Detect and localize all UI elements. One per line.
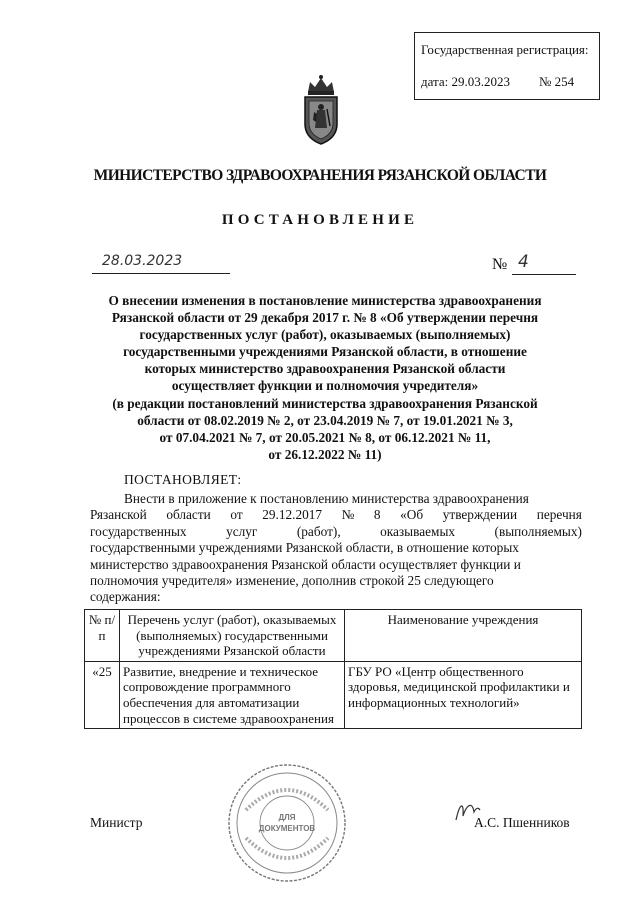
body-line — [90, 491, 582, 507]
body-line — [90, 557, 582, 573]
header-service: Перечень услуг (работ), оказываемых (выполняемых) государственными учреждениями Рязанской области — [120, 610, 345, 662]
body-word: 8 — [373, 507, 381, 523]
registration-heading: Государственная регистрация: — [421, 42, 589, 57]
registration-date: дата: 29.03.2023 — [421, 74, 511, 89]
signatory-name: А.С. Пшенников — [474, 815, 570, 830]
body-line — [90, 573, 582, 589]
body-line — [90, 589, 582, 605]
title-line: от 26.12.2022 № 11) — [268, 446, 382, 462]
body-word: утверждении — [442, 507, 518, 523]
registration-number: № 254 — [539, 74, 575, 89]
title-line: государственных услуг (работ), оказываемых (выполняемых) — [139, 327, 511, 343]
body-word: (работ), — [296, 523, 341, 539]
number-sign: № — [492, 256, 508, 273]
body-word: области — [166, 507, 211, 523]
body-word: от — [230, 507, 243, 523]
services-table — [84, 609, 582, 729]
header-number: № п/п — [85, 610, 120, 662]
body-word: перечня — [536, 507, 582, 523]
title-line: государственными учреждениями Рязанской области, в отношение — [123, 344, 527, 360]
ministry-name: МИНИСТЕРСТВО ЗДРАВООХРАНЕНИЯ РЯЗАНСКОЙ ОБЛАСТИ — [93, 167, 547, 184]
body-word: содержания: — [90, 589, 161, 605]
body-word: № — [341, 507, 355, 523]
document-number: 4 — [512, 252, 576, 275]
row-service: Развитие, внедрение и техническое сопровождение программного обеспечения для автоматизации процессов в системе здравоохранения — [120, 661, 345, 728]
body-word: государственных — [90, 523, 187, 539]
resolve-heading: ПОСТАНОВЛЯЕТ: — [124, 472, 242, 487]
body-word: 29.12.2017 — [262, 507, 323, 523]
row-number: «25 — [85, 661, 120, 728]
official-seal-stamp — [226, 762, 348, 884]
document-date: 28.03.2023 — [92, 253, 230, 274]
body-word: Рязанской — [90, 507, 147, 523]
body-word: «Об — [400, 507, 424, 523]
registration-box — [414, 32, 600, 100]
signatory-position: Министр — [90, 815, 143, 830]
coat-of-arms-emblem — [300, 74, 342, 146]
title-line: О внесении изменения в постановление министерства здравоохранения — [108, 293, 542, 308]
body-word: государственными учреждениями Рязанской области, в отношение которых — [90, 540, 519, 556]
title-line: от 07.04.2021 № 7, от 20.05.2021 № 8, от 06.12.2021 № 11, — [159, 429, 491, 445]
body-line — [90, 540, 582, 556]
title-line: (в редакции постановлений министерства здравоохранения Рязанской — [112, 395, 538, 411]
table-row — [85, 661, 582, 728]
body-word: Внести в приложение к постановлению министерства здравоохранения — [124, 491, 529, 506]
svg-text:ДОКУМЕНТОВ: ДОКУМЕНТОВ — [258, 824, 316, 833]
document-type: ПОСТАНОВЛЕНИЕ — [221, 212, 419, 228]
svg-text:ДЛЯ: ДЛЯ — [278, 813, 296, 822]
header-institution: Наименование учреждения — [345, 610, 582, 662]
table-header-row — [85, 610, 582, 662]
body-text — [90, 491, 582, 606]
body-line — [90, 507, 582, 523]
body-word: полномочия учредителя» изменение, дополнив строкой 25 следующего — [90, 573, 494, 589]
body-line — [90, 524, 582, 540]
body-word: оказываемых — [380, 523, 456, 539]
body-word: министерство здравоохранения Рязанской области осуществляет функции и — [90, 556, 521, 572]
body-word: (выполняемых) — [494, 523, 582, 539]
title-line: осуществляет функции и полномочия учредителя» — [171, 378, 479, 394]
title-line: которых министерство здравоохранения Рязанской области — [144, 361, 506, 377]
row-institution: ГБУ РО «Центр общественного здоровья, медицинской профилактики и информационных технологий» — [345, 661, 582, 728]
document-title — [86, 292, 564, 463]
title-line: области от 08.02.2019 № 2, от 23.04.2019 № 7, от 19.01.2021 № 3, — [137, 412, 513, 428]
title-line: Рязанской области от 29 декабря 2017 г. № 8 «Об утверждении перечня — [111, 310, 539, 326]
body-word: услуг — [226, 523, 258, 539]
